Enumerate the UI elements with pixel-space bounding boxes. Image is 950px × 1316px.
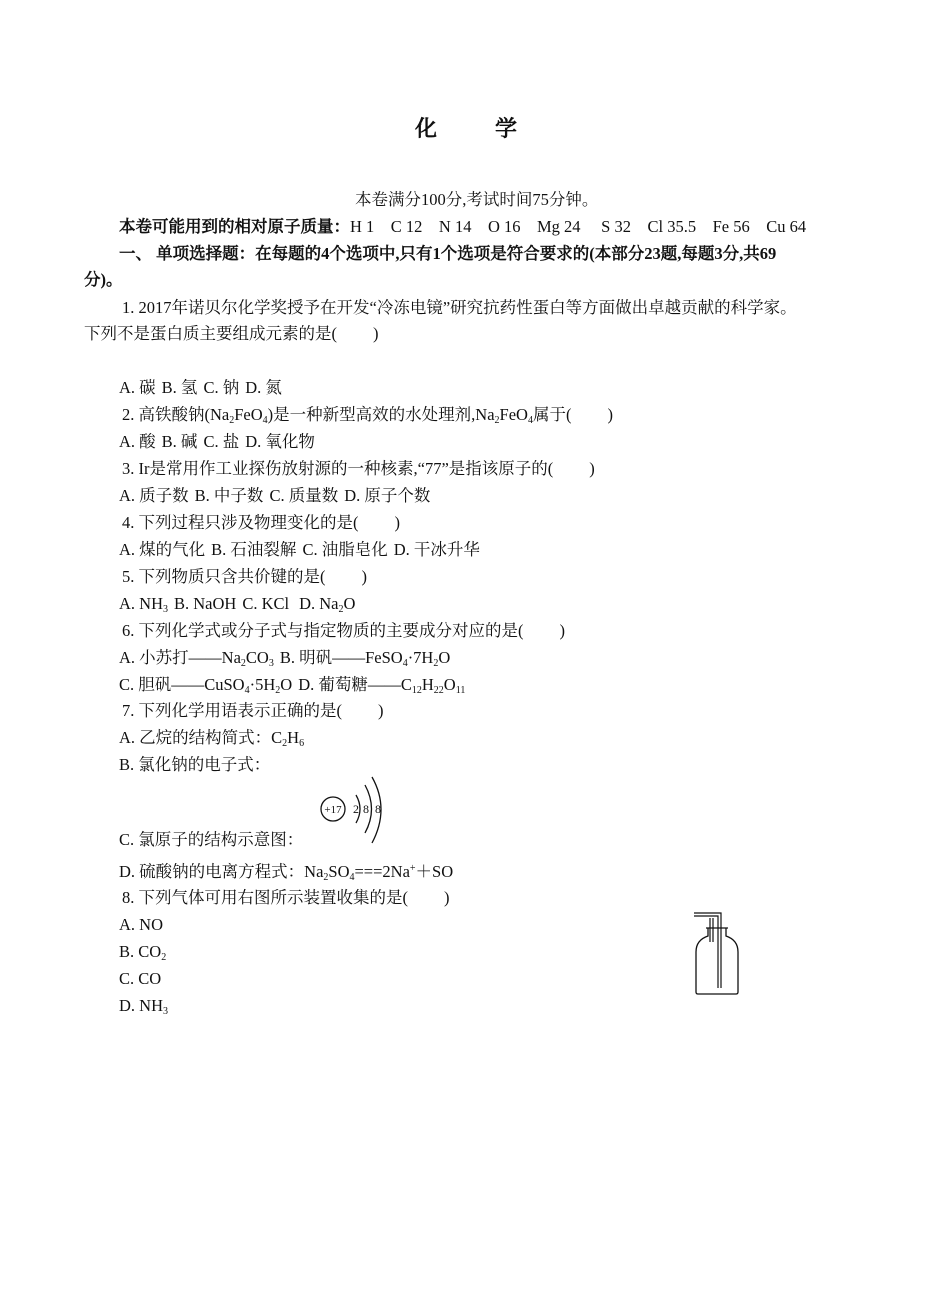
q6-c-text: C. 胆矾——CuSO xyxy=(119,675,245,694)
q6-b-sub: 4 xyxy=(402,658,408,669)
q7-a-sub: 2 xyxy=(282,738,288,749)
q3-options xyxy=(119,485,430,507)
atomic-mass-label: 本卷可能用到的相对原子质量： xyxy=(119,217,350,236)
q2-sub: 4 xyxy=(527,415,533,426)
q8-option-b xyxy=(119,941,166,963)
q7-text: 7. 下列化学用语表示正确的是( xyxy=(122,701,342,720)
q1-close-paren: ) xyxy=(373,324,379,343)
q3-option-d: D. 原子个数 xyxy=(344,486,431,505)
q2-close-paren: ) xyxy=(607,405,613,424)
q8-option-a: A. NO xyxy=(119,915,163,934)
q7-d-text: SO xyxy=(328,862,350,881)
q7-a-text: A. 乙烷的结构简式：C xyxy=(119,728,283,747)
q5-option-a-sub: 3 xyxy=(163,604,168,615)
q7-d-sub: 4 xyxy=(349,872,355,883)
q3-option-a: A. 质子数 xyxy=(119,486,189,505)
q7-stem xyxy=(122,700,384,722)
q5-text: 5. 下列物质只含共价键的是( xyxy=(122,567,326,586)
q6-d-text: H xyxy=(421,675,434,694)
q4-option-d: D. 干冰升华 xyxy=(393,540,480,559)
q5-option-d-text: D. Na xyxy=(299,594,339,613)
q6-option-c xyxy=(119,675,292,694)
q5-stem xyxy=(122,566,367,588)
q8-text: 8. 下列气体可用右图所示装置收集的是( xyxy=(122,888,408,907)
q7-close-paren: ) xyxy=(378,701,384,720)
q6-stem xyxy=(122,620,565,642)
q2-option-b: B. 碱 xyxy=(161,432,198,451)
section1-num: 23 xyxy=(644,244,661,263)
q3-text: 3. Ir是常用作工业探伤放射源的一种核素,“77”是指该原子的( xyxy=(122,459,554,478)
section1-text: 一、 单项选择题：在每题的 xyxy=(119,244,322,263)
q7-option-c: C. 氯原子的结构示意图： xyxy=(119,830,304,849)
q5-options xyxy=(119,593,355,615)
q4-stem xyxy=(122,512,400,534)
q4-option-a: A. 煤的气化 xyxy=(119,540,206,559)
electron-shell-2-count: 8 xyxy=(363,802,369,816)
q7-a-sub: 6 xyxy=(299,738,305,749)
q1-options xyxy=(119,377,282,399)
q6-c-sub: 4 xyxy=(244,685,250,696)
q6-b-text: O xyxy=(438,648,451,667)
q6-d-sub: 11 xyxy=(455,685,466,696)
q6-d-text: D. 葡萄糖——C xyxy=(298,675,412,694)
q2-option-d: D. 氧化物 xyxy=(245,432,315,451)
short-outlet-tube xyxy=(710,918,713,942)
q4-option-b: B. 石油裂解 xyxy=(211,540,297,559)
q5-option-b: B. NaOH xyxy=(174,594,237,613)
q1-stem-2 xyxy=(84,323,379,345)
q1-option-b: B. 氢 xyxy=(161,378,198,397)
electron-shell-1-count: 2 xyxy=(353,802,359,816)
q6-options-ab xyxy=(119,647,450,669)
chlorine-atom-diagram xyxy=(318,775,398,847)
q6-option-b xyxy=(280,648,450,667)
q4-text: 4. 下列过程只涉及物理变化的是( xyxy=(122,513,359,532)
section1-num: 1 xyxy=(432,244,441,263)
q2-option-c: C. 盐 xyxy=(203,432,240,451)
q7-d-text: ===2Na xyxy=(354,862,410,881)
q6-a-sub: 3 xyxy=(268,658,274,669)
q8-b-text: B. CO xyxy=(119,942,162,961)
section1-text: 题,每题 xyxy=(660,244,715,263)
q6-b-text: ·7H xyxy=(407,648,434,667)
q7-a-text: H xyxy=(287,728,300,747)
page-title: 化 学 xyxy=(414,116,535,141)
q6-c-text: O xyxy=(280,675,293,694)
q7-option-b: B. 氯化钠的电子式： xyxy=(119,755,271,774)
q5-option-d xyxy=(299,594,355,613)
q5-close-paren: ) xyxy=(361,567,367,586)
q8-option-d xyxy=(119,995,168,1017)
q6-a-sub: 2 xyxy=(240,658,246,669)
q7-d-sup: + xyxy=(409,863,416,874)
section1-num: 3 xyxy=(714,244,723,263)
q6-d-text: O xyxy=(443,675,456,694)
q5-option-a-text: A. NH xyxy=(119,594,163,613)
q7-option-a xyxy=(119,727,304,749)
section1-text: 分,共 xyxy=(722,244,760,263)
q8-close-paren: ) xyxy=(444,888,450,907)
q8-d-sub: 3 xyxy=(163,1006,168,1017)
electron-shell-3-count: 8 xyxy=(375,802,381,816)
q7-d-text: ＋SO xyxy=(415,862,454,881)
q6-a-text: A. 小苏打——Na xyxy=(119,648,241,667)
q6-a-text: CO xyxy=(245,648,269,667)
q2-options xyxy=(119,431,315,453)
section1-num: 69 xyxy=(759,244,777,263)
q2-text: )是一种新型高效的水处理剂,Na xyxy=(267,405,495,424)
q6-d-sub: 22 xyxy=(433,685,444,696)
q6-close-paren: ) xyxy=(559,621,565,640)
q6-c-sub: 2 xyxy=(275,685,281,696)
bottle-body xyxy=(696,928,738,994)
q5-option-a xyxy=(119,594,168,613)
q5-option-d-sub: 2 xyxy=(338,604,344,615)
q6-b-text: B. 明矾——FeSO xyxy=(279,648,403,667)
q3-stem xyxy=(122,458,595,480)
atom-nucleus-label: +17 xyxy=(324,804,342,816)
q5-option-d-text: O xyxy=(343,594,356,613)
q8-stem xyxy=(122,887,450,909)
q2-sub: 2 xyxy=(494,415,500,426)
atomic-mass-line xyxy=(119,216,806,238)
q7-option-d xyxy=(119,861,453,883)
q2-text: 2. 高铁酸钠(Na xyxy=(122,405,230,424)
q4-close-paren: ) xyxy=(394,513,400,532)
q1-option-c: C. 钠 xyxy=(203,378,240,397)
section1-num: 4 xyxy=(321,244,330,263)
q1-stem-text: 下列不是蛋白质主要组成元素的是( xyxy=(84,324,337,343)
q2-sub: 4 xyxy=(262,415,268,426)
q6-d-sub: 12 xyxy=(411,685,422,696)
q6-c-text: ·5H xyxy=(249,675,276,694)
q7-d-sub: 2 xyxy=(323,872,329,883)
q6-b-sub: 2 xyxy=(433,658,439,669)
q2-option-a: A. 酸 xyxy=(119,432,156,451)
long-inlet-tube xyxy=(694,913,721,988)
q6-option-a xyxy=(119,648,274,667)
q1-option-a: A. 碳 xyxy=(119,378,156,397)
q1-option-d: D. 氮 xyxy=(245,378,282,397)
q1-stem: 1. 2017年诺贝尔化学奖授予在开发“冷冻电镜”研究抗药性蛋白等方面做出卓越贡献的科学家。 xyxy=(122,298,797,317)
q4-options xyxy=(119,539,480,561)
q4-option-c: C. 油脂皂化 xyxy=(302,540,388,559)
q2-text: 属于( xyxy=(532,405,572,424)
section1-text: 个选项中,只有 xyxy=(329,244,433,263)
gas-collection-bottle-diagram xyxy=(690,910,742,998)
section1-header-tail: 分)。 xyxy=(84,270,123,289)
section1-text: 个选项是符合要求的(本部分 xyxy=(440,244,645,263)
q2-text: FeO xyxy=(499,405,528,424)
section1-header xyxy=(119,243,776,265)
exam-intro: 本卷满分100分,考试时间75分钟。 xyxy=(355,190,599,209)
q7-d-text: D. 硫酸钠的电离方程式：Na xyxy=(119,862,324,881)
q6-option-d xyxy=(298,675,465,694)
q8-option-c: C. CO xyxy=(119,969,162,988)
q6-text: 6. 下列化学式或分子式与指定物质的主要成分对应的是( xyxy=(122,621,524,640)
q3-option-b: B. 中子数 xyxy=(194,486,264,505)
q2-sub: 2 xyxy=(229,415,235,426)
q3-option-c: C. 质量数 xyxy=(269,486,339,505)
q5-option-c: C. KCl xyxy=(242,594,290,613)
atomic-mass-values: H 1 C 12 N 14 O 16 Mg 24 S 32 Cl 35.5 Fe 56 Cu 64 xyxy=(350,217,807,236)
q8-b-sub: 2 xyxy=(161,952,167,963)
q6-options-cd xyxy=(119,674,465,696)
q3-close-paren: ) xyxy=(589,459,595,478)
q2-stem xyxy=(122,404,613,426)
q2-text: FeO xyxy=(234,405,263,424)
q8-d-text: D. NH xyxy=(119,996,163,1015)
